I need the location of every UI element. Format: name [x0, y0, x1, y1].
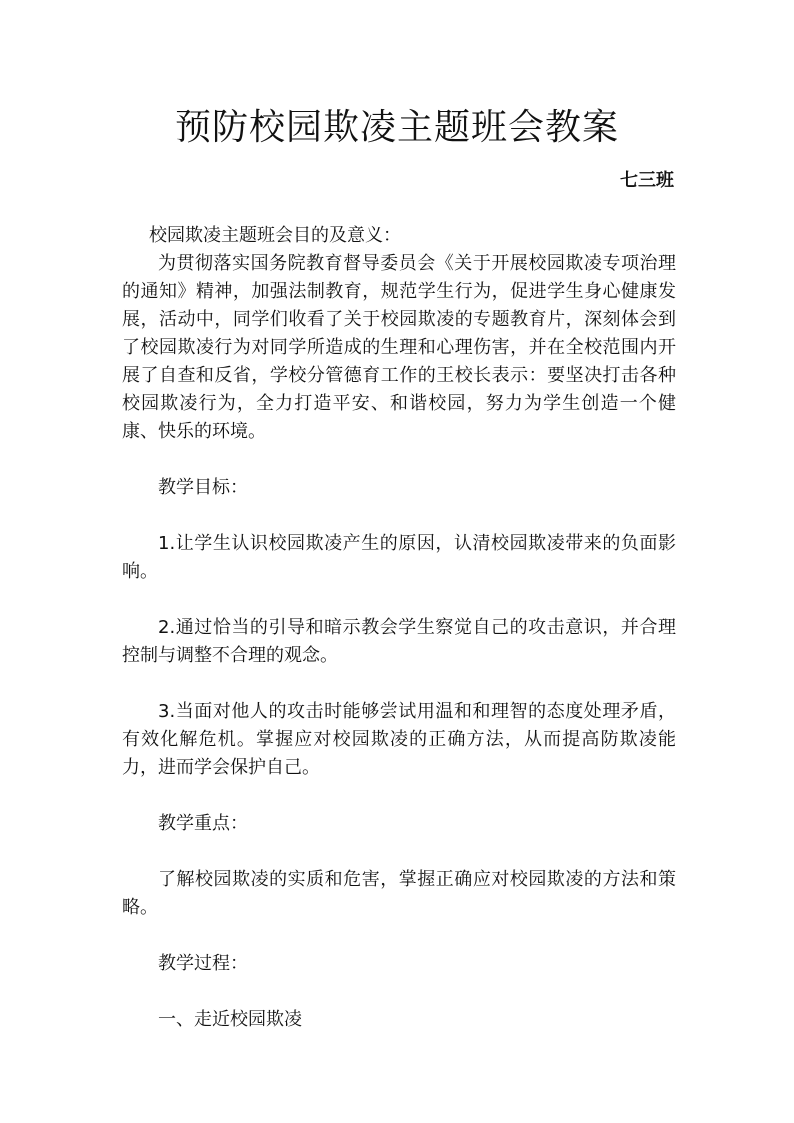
process-heading: 教学过程：	[158, 953, 248, 974]
goal-item-2: 2.通过恰当的引导和暗示教会学生察觉自己的攻击意识，并合理控制与调整不合理的观念。	[122, 617, 676, 666]
class-name: 七三班	[620, 170, 674, 191]
intro-paragraph: 为贯彻落实国务院教育督导委员会《关于开展校园欺凌专项治理的通知》精神，加强法制教育，规范学生行为，促进学生身心健康发展，活动中，同学们收看了关于校园欺凌的专题教育片，深刻体会到了校园欺凌行为对同学所造成的生理和心理伤害，并在全校范围内开展了自查和反省，学校分管德育工作的王校长表示：要坚决打击各种校园欺凌行为，全力打造平安、和谐校园，努力为学生创造一个健康、快乐的环境。	[122, 253, 676, 442]
document-title: 预防校园欺凌主题班会教案	[174, 107, 619, 148]
goal-item-1: 1.让学生认识校园欺凌产生的原因，认清校园欺凌带来的负面影响。	[122, 533, 676, 582]
focus-heading: 教学重点：	[158, 813, 248, 834]
goal-item-3: 3.当面对他人的攻击时能够尝试用温和和理智的态度处理矛盾，有效化解危机。掌握应对校园欺凌的正确方法，从而提高防欺凌能力，进而学会保护自己。	[122, 701, 676, 778]
document-body	[122, 222, 676, 1034]
intro-heading: 校园欺凌主题班会目的及意义：	[149, 225, 401, 246]
process-step-1: 一、走近校园欺凌	[158, 1009, 302, 1030]
goals-heading: 教学目标：	[158, 477, 248, 498]
focus-paragraph: 了解校园欺凌的实质和危害，掌握正确应对校园欺凌的方法和策略。	[122, 869, 676, 918]
